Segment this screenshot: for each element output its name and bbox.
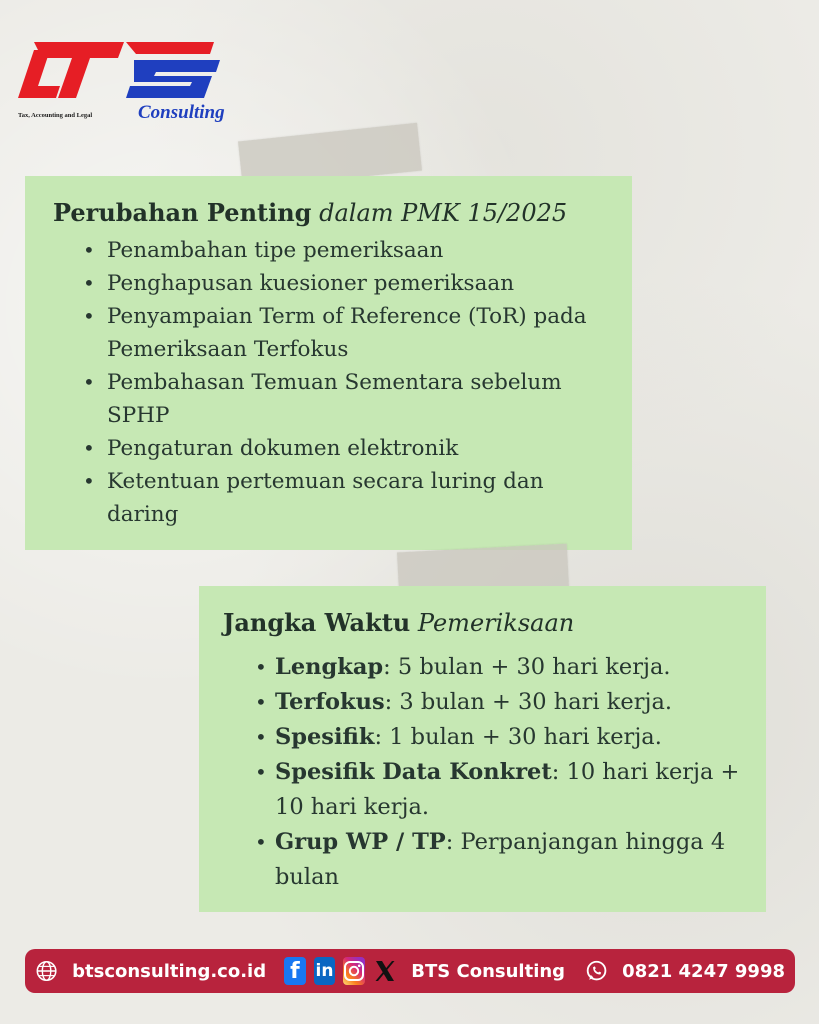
- title-italic: dalam PMK 15/2025: [319, 199, 568, 227]
- linkedin-icon[interactable]: in: [314, 957, 336, 985]
- list-item: [223, 720, 742, 755]
- list-item: • Ketentuan pertemuan secara luring dan daring: [53, 465, 606, 531]
- x-icon[interactable]: [373, 957, 397, 985]
- item-desc: : 10 hari kerja + 10 hari kerja.: [275, 759, 740, 820]
- list-item: [223, 825, 742, 895]
- item-term: Spesifik Data Konkret: [275, 759, 552, 785]
- item-desc: : 5 bulan + 30 hari kerja.: [383, 654, 671, 680]
- item-term: Lengkap: [275, 654, 384, 680]
- globe-icon: [35, 956, 58, 986]
- list-item: • Penambahan tipe pemeriksaan: [53, 234, 606, 267]
- changes-card: [25, 176, 632, 550]
- instagram-icon[interactable]: [343, 957, 365, 985]
- changes-card-title: [53, 198, 606, 228]
- list-item: [223, 755, 742, 825]
- item-term: Spesifik: [275, 724, 375, 750]
- phone-number[interactable]: 0821 4247 9998: [622, 960, 785, 982]
- facebook-icon[interactable]: f: [284, 957, 306, 985]
- list-item: • Penghapusan kuesioner pemeriksaan: [53, 267, 606, 300]
- timeframe-list: [223, 650, 742, 895]
- changes-list: [53, 234, 606, 531]
- item-desc: : Perpanjangan hingga 4 bulan: [275, 829, 726, 890]
- brand-name: BTS Consulting: [411, 960, 566, 982]
- item-desc: : 1 bulan + 30 hari kerja.: [374, 724, 662, 750]
- title-italic: Pemeriksaan: [417, 609, 575, 637]
- bts-logo-mark: [14, 36, 224, 106]
- list-item: • Pengaturan dokumen elektronik: [53, 432, 606, 465]
- list-item: [223, 650, 742, 685]
- item-term: Grup WP / TP: [275, 829, 446, 855]
- title-bold: Jangka Waktu: [223, 608, 411, 637]
- timeframe-card-title: [223, 608, 742, 638]
- title-bold: Perubahan Penting: [53, 198, 312, 227]
- list-item: • Penyampaian Term of Reference (ToR) pada Pemeriksaan Terfokus: [53, 300, 606, 366]
- timeframe-card: [199, 586, 766, 912]
- bts-logo: [14, 36, 224, 128]
- whatsapp-icon[interactable]: [585, 956, 608, 986]
- item-term: Terfokus: [275, 689, 385, 715]
- item-desc: : 3 bulan + 30 hari kerja.: [384, 689, 673, 715]
- logo-consulting-text: Consulting: [138, 102, 225, 123]
- contact-footer: [25, 949, 795, 993]
- website-link[interactable]: btsconsulting.co.id: [72, 960, 267, 982]
- list-item: [223, 685, 742, 720]
- list-item: • Pembahasan Temuan Sementara sebelum SPHP: [53, 366, 606, 432]
- logo-tagline: Tax, Accounting and Legal: [18, 112, 93, 119]
